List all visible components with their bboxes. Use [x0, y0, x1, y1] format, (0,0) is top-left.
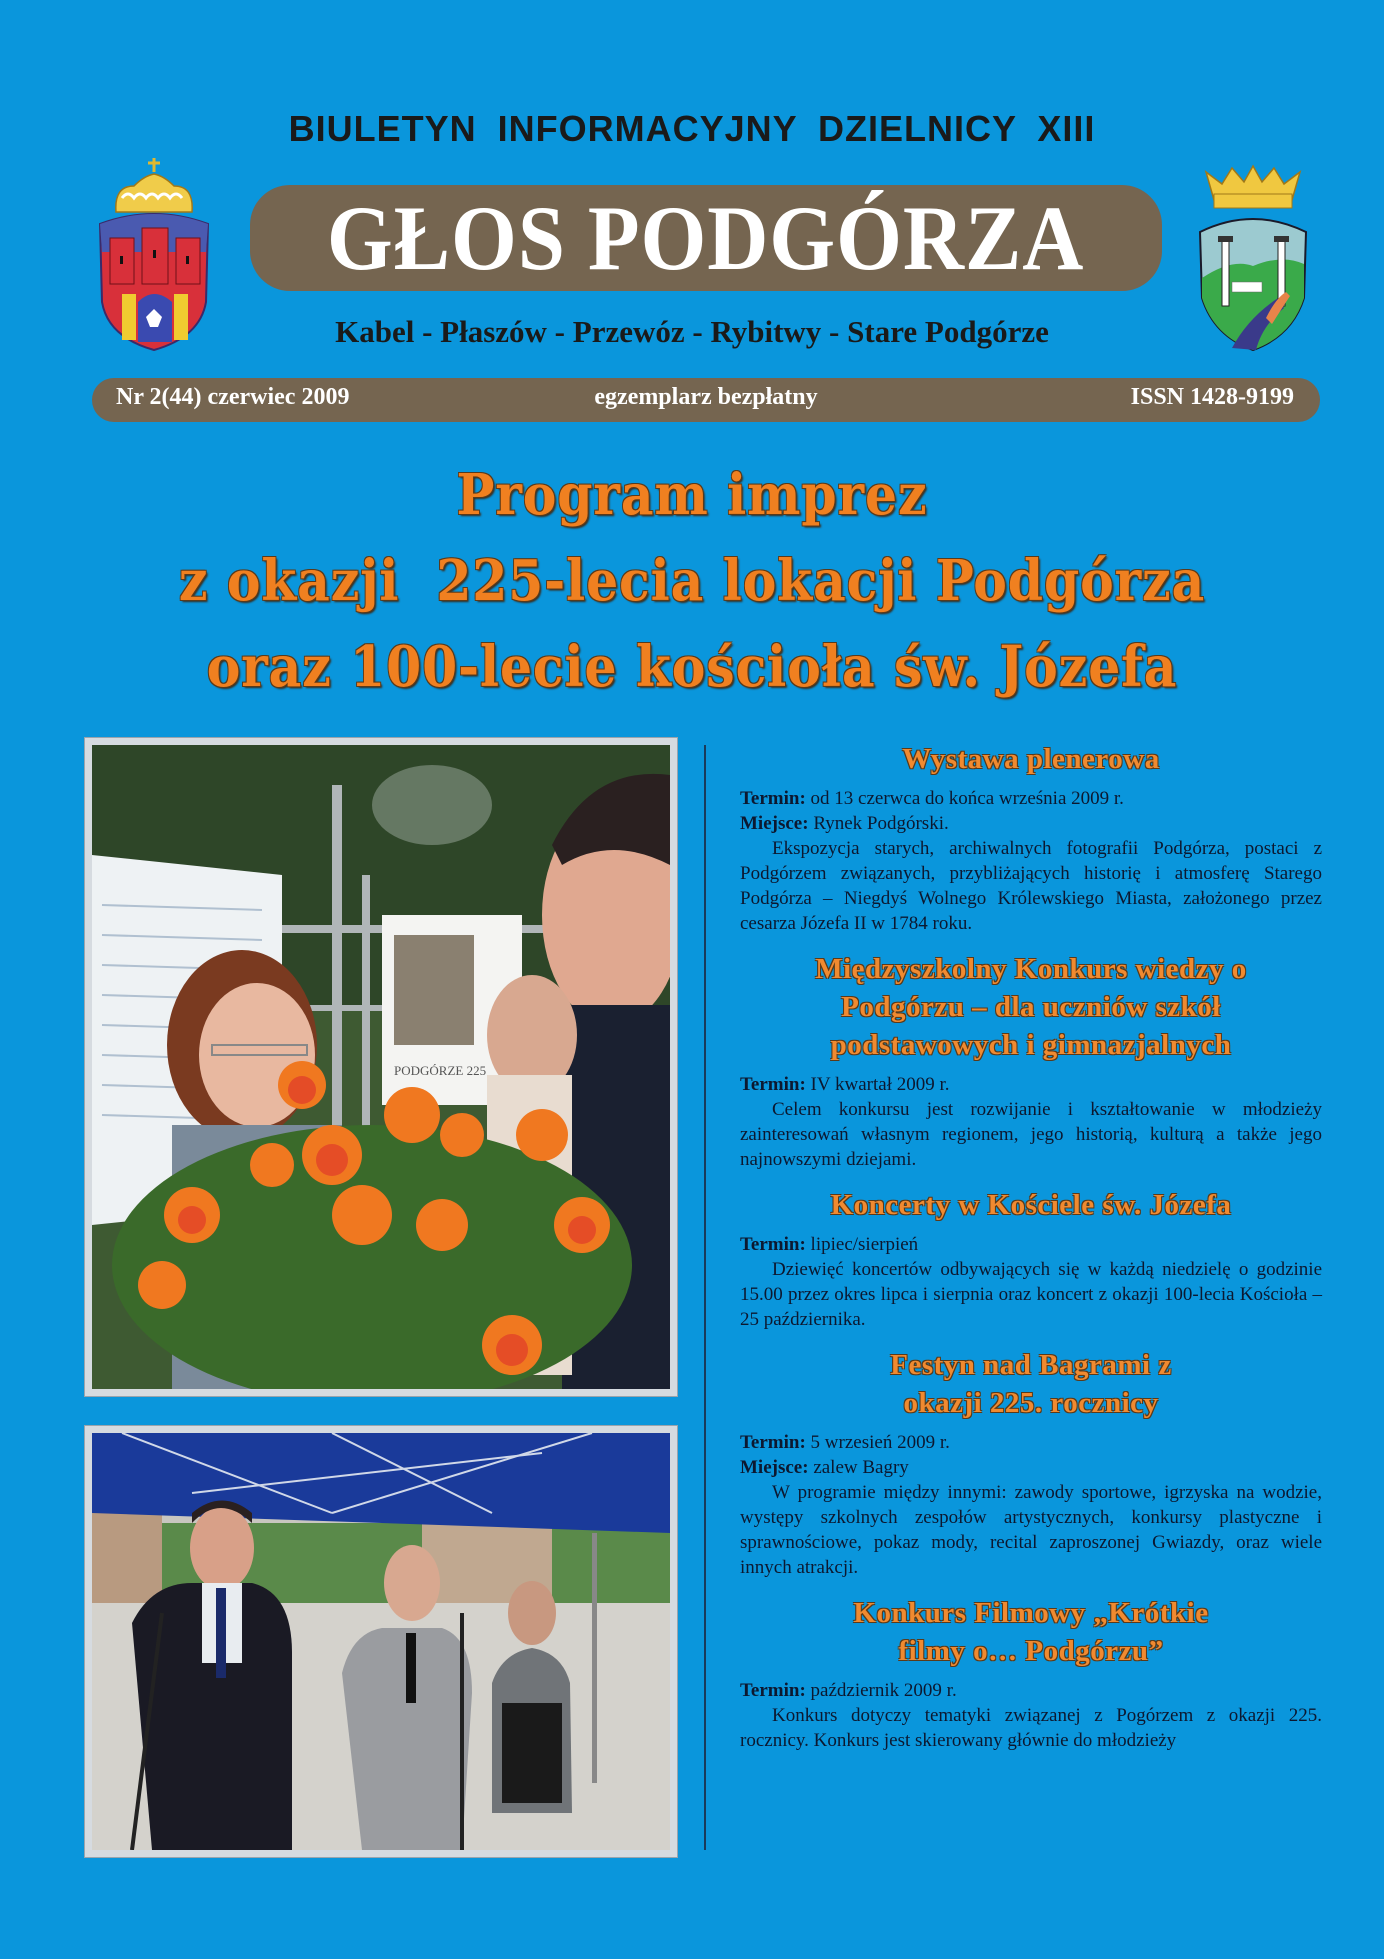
article-outdoor-exhibition	[740, 740, 1322, 936]
date-label: Termin:	[740, 1680, 806, 1701]
free-copy-note: egzemplarz bezpłatny	[594, 384, 818, 410]
article-title: Międzyszkolny Konkurs wiedzy o Podgórzu – dla uczniów szkół podstawowych i gimnazjalnych	[815, 953, 1247, 1061]
article-body: W programie między innymi: zawody sportowe, igrzyska na wodzie, występy szkolnych zespołów artystycznych, konkursy plastyczne i sprawnościowe, pokaz mody, recital zaproszonej Gwiazdy, oraz wiele innych atrakcji.	[740, 1482, 1322, 1578]
photo-image-2	[92, 1433, 670, 1850]
issue-number: Nr 2(44) czerwiec 2009	[116, 384, 350, 410]
issn-number: ISSN 1428-9199	[1130, 384, 1294, 410]
photo-flowers-ceremony	[84, 737, 678, 1397]
issue-info-bar	[92, 378, 1320, 422]
photo-speech-under-tent	[84, 1425, 678, 1858]
svg-text:PODGÓRZE 225: PODGÓRZE 225	[394, 1063, 487, 1078]
article-date	[740, 786, 1322, 811]
article-date	[740, 1232, 1322, 1257]
main-headline	[0, 452, 1384, 710]
date-value: lipiec/sierpień	[805, 1234, 919, 1255]
place-label: Miejsce:	[740, 813, 809, 834]
date-value: IV kwartał 2009 r.	[805, 1074, 950, 1095]
article-body: Ekspozycja starych, archiwalnych fotografii Podgórza, postaci z Podgórzem związanych, przybliżających historię i atmosferę Starego Podgórza – Niegdyś Wolnego Królewskiego Miasta, założonego przez cesarza Józefa II w 1784 roku.	[740, 838, 1322, 934]
article-body: Konkurs dotyczy tematyki związanej z Pogórzem z okazji 225. rocznicy. Konkurs jest skierowany głównie do młodzieży	[740, 1705, 1322, 1751]
masthead-title-banner	[250, 185, 1162, 291]
article-film-contest	[740, 1594, 1322, 1753]
article-body: Dziewięć koncertów odbywających się w każdą niedzielę o godzinie 15.00 przez okres lipca i sierpnia oraz koncert z okazji 100-lecia Kościoła – 25 października.	[740, 1259, 1322, 1330]
bulletin-label: BIULETYN INFORMACYJNY DZIELNICY XIII	[288, 108, 1096, 149]
headline-line-2: z okazji 225-lecia lokacji Podgórza	[178, 548, 1206, 614]
event-articles	[740, 740, 1322, 1767]
article-festival-bagry	[740, 1346, 1322, 1580]
date-value: od 13 czerwca do końca września 2009 r.	[805, 788, 1124, 809]
article-body: Celem konkursu jest rozwijanie i kształtowanie w młodzieży zainteresowań własnym regionem, jego historią, kulturą a także jego najnowszymi dziejami.	[740, 1099, 1322, 1170]
article-date	[740, 1072, 1322, 1097]
article-place	[740, 1455, 1322, 1480]
place-value: zalew Bagry	[808, 1457, 909, 1478]
photo-image-1	[92, 745, 670, 1389]
article-church-concerts	[740, 1186, 1322, 1332]
article-title: Koncerty w Kościele św. Józefa	[830, 1189, 1232, 1221]
headline-line-3: oraz 100-lecie kościoła św. Józefa	[206, 634, 1178, 700]
masthead-title: GŁOS PODGÓRZA	[327, 187, 1085, 289]
date-value: 5 wrzesień 2009 r.	[805, 1432, 950, 1453]
date-label: Termin:	[740, 1074, 806, 1095]
article-title: Festyn nad Bagrami z okazji 225. rocznicy	[890, 1349, 1172, 1419]
article-title: Konkurs Filmowy „Krótkie filmy o… Podgórzu”	[853, 1597, 1209, 1667]
article-title: Wystawa plenerowa	[902, 743, 1160, 775]
article-knowledge-contest	[740, 950, 1322, 1172]
article-date	[740, 1678, 1322, 1703]
place-label: Miejsce:	[740, 1457, 809, 1478]
districts-subtitle: Kabel - Płaszów - Przewóz - Rybitwy - Stare Podgórze	[335, 314, 1049, 349]
column-divider	[704, 745, 706, 1850]
date-value: październik 2009 r.	[805, 1680, 957, 1701]
date-label: Termin:	[740, 788, 806, 809]
article-place	[740, 811, 1322, 836]
date-label: Termin:	[740, 1432, 806, 1453]
headline-line-1: Program imprez	[456, 462, 928, 528]
date-label: Termin:	[740, 1234, 806, 1255]
article-date	[740, 1430, 1322, 1455]
place-value: Rynek Podgórski.	[808, 813, 949, 834]
